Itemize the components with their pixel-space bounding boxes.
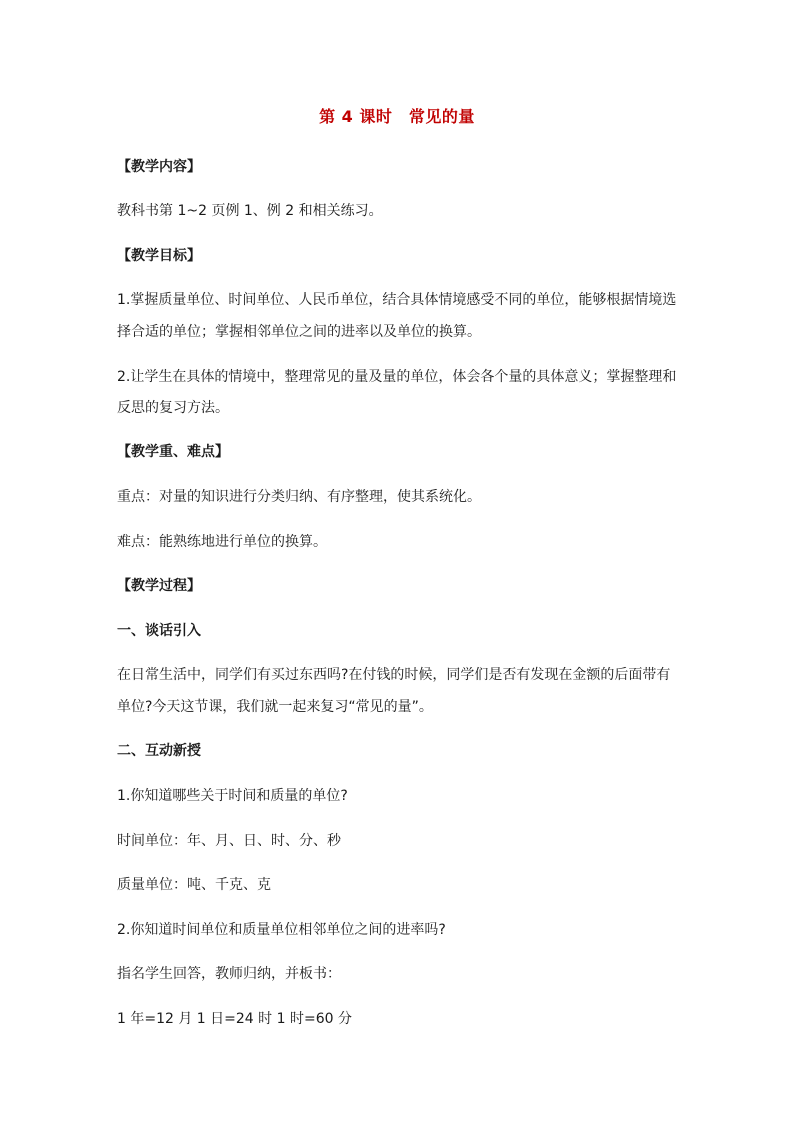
part1-line2: 单位?今天这节课，我们就一起来复习“常见的量”。 [117, 699, 433, 715]
question-2: 2.你知道时间单位和质量单位相邻单位之间的进率吗? [117, 922, 446, 938]
mass-units: 质量单位：吨、千克、克 [117, 877, 271, 893]
unit-conversion: 1 年=12 月 1 日=24 时 1 时=60 分 [117, 1011, 352, 1027]
goal2-line2: 反思的复习方法。 [117, 400, 229, 416]
question-1: 1.你知道哪些关于时间和质量的单位? [117, 788, 348, 804]
time-units: 时间单位：年、月、日、时、分、秒 [117, 833, 341, 849]
content-text: 教科书第 1~2 页例 1、例 2 和相关练习。 [117, 203, 383, 219]
goal1-line1: 1.掌握质量单位、时间单位、人民币单位，结合具体情境感受不同的单位，能够根据情境选 [117, 292, 677, 308]
part1-heading: 一、谈话引入 [117, 623, 201, 639]
part2-heading: 二、互动新授 [117, 743, 201, 759]
part1-line1: 在日常生活中，同学们有买过东西吗?在付钱的时候，同学们是否有发现在金额的后面带有 [117, 667, 671, 683]
keypoint-text: 重点：对量的知识进行分类归纳、有序整理，使其系统化。 [117, 489, 481, 505]
goal1-line2: 择合适的单位；掌握相邻单位之间的进率以及单位的换算。 [117, 324, 481, 340]
process-heading: 【教学过程】 [117, 578, 201, 594]
page-title: 第 4 课时 常见的量 [319, 107, 475, 126]
answer-intro: 指名学生回答，教师归纳，并板书： [117, 966, 341, 982]
difficulty-text: 难点：能熟练地进行单位的换算。 [117, 534, 327, 550]
keypoints-heading: 【教学重、难点】 [117, 444, 229, 460]
content-heading: 【教学内容】 [117, 159, 201, 175]
goals-heading: 【教学目标】 [117, 248, 201, 264]
goal2-line1: 2.让学生在具体的情境中，整理常见的量及量的单位，体会各个量的具体意义；掌握整理和 [117, 369, 677, 385]
